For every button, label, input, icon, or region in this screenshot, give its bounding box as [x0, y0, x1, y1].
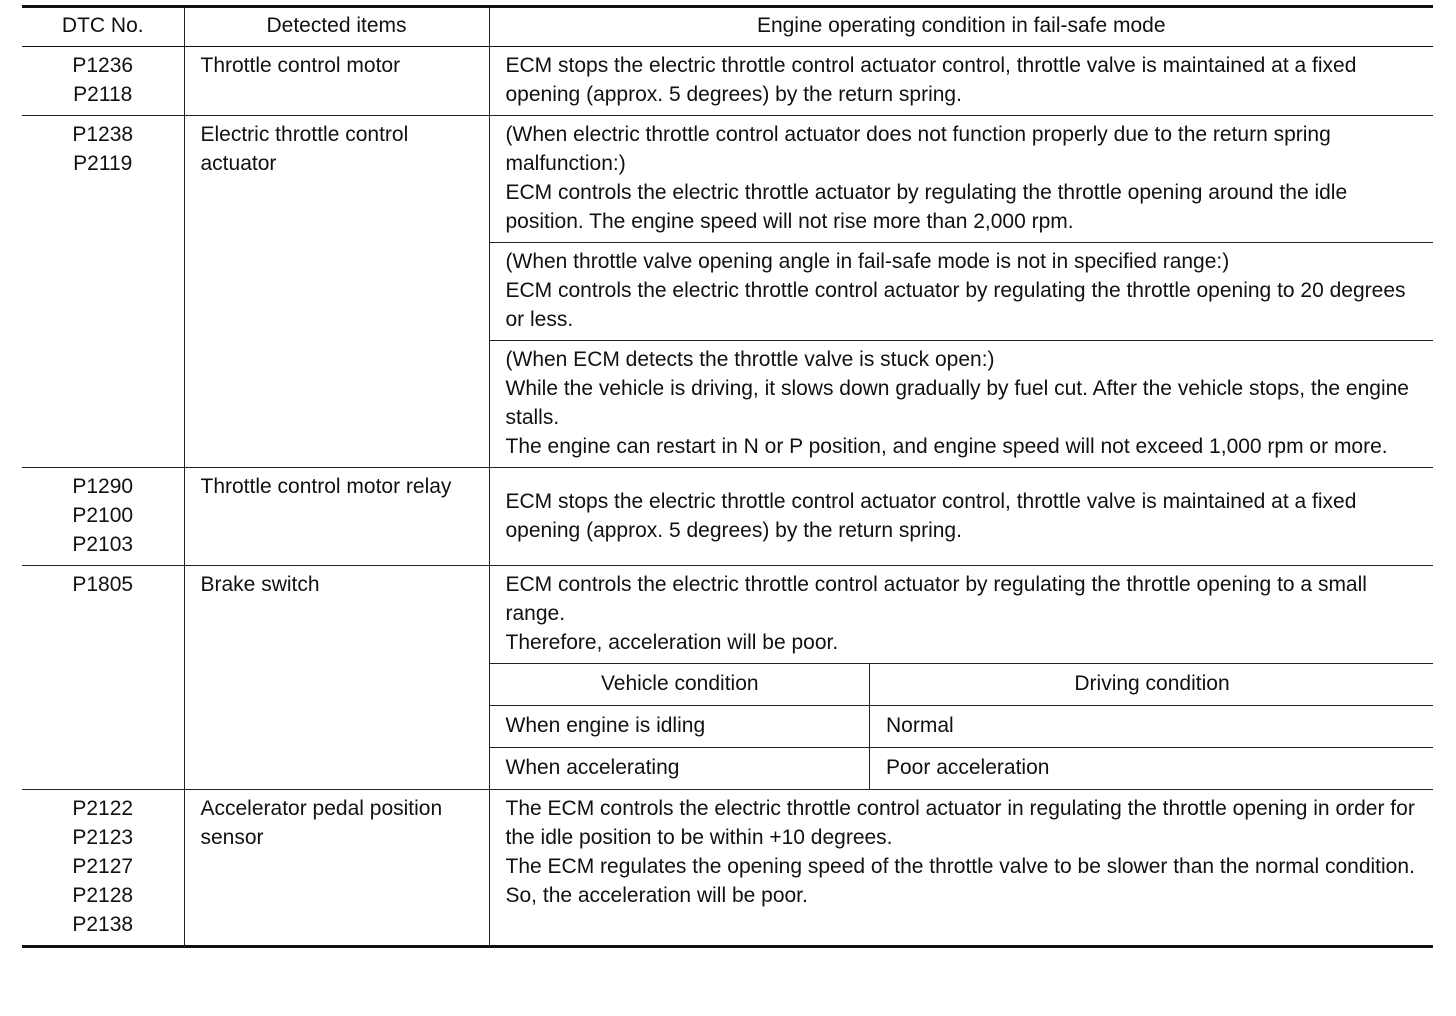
condition-text: The engine can restart in N or P position, and engine speed will not exceed 1,000 rpm or more. [505, 435, 1388, 458]
subtable-header-driving: Driving condition [870, 664, 1434, 706]
dtc-cell [22, 790, 184, 947]
condition-text: ECM stops the electric throttle control actuator control, throttle valve is maintained at a fixed opening (approx. 5 degrees) by the return spring. [505, 54, 1357, 106]
subtable-row [490, 748, 1434, 790]
table-row [22, 790, 1433, 947]
detected-item-cell: Electric throttle control actuator [184, 116, 489, 468]
failsafe-page [22, 5, 1433, 948]
dtc-code: P1290 [72, 475, 134, 498]
table-row [22, 468, 1433, 566]
detected-item-cell: Accelerator pedal position sensor [184, 790, 489, 947]
dtc-cell [22, 468, 184, 566]
dtc-code: P2127 [72, 855, 134, 878]
subtable-row [490, 706, 1434, 748]
table-row [22, 116, 1433, 243]
subtable-cell: Normal [870, 706, 1434, 748]
subtable-header-row [490, 664, 1434, 706]
condition-text: ECM controls the electric throttle control actuator by regulating the throttle opening to 20 degrees or less. [505, 279, 1406, 331]
condition-subtable-cell [489, 664, 1433, 790]
dtc-code: P2128 [72, 884, 134, 907]
subtable-cell: When accelerating [490, 748, 870, 790]
dtc-code: P2119 [73, 152, 133, 175]
header-row [22, 7, 1433, 47]
condition-cell [489, 47, 1433, 116]
condition-text: (When throttle valve opening angle in fail-safe mode is not in specified range:) [505, 250, 1230, 273]
dtc-code: P2118 [73, 83, 133, 106]
dtc-cell [22, 116, 184, 468]
condition-text: ECM stops the electric throttle control actuator control, throttle valve is maintained at a fixed opening (approx. 5 degrees) by the return spring. [505, 489, 1357, 542]
dtc-cell [22, 47, 184, 116]
condition-text: Therefore, acceleration will be poor. [505, 631, 839, 654]
condition-text: The ECM controls the electric throttle control actuator in regulating the throttle opening in order for the idle position to be within +10 degrees. [505, 797, 1415, 849]
dtc-code: P1238 [72, 123, 134, 146]
failsafe-table [22, 5, 1433, 948]
condition-cell [489, 468, 1433, 566]
table-row [22, 566, 1433, 664]
dtc-code: P2103 [72, 533, 134, 556]
dtc-code: P2138 [72, 913, 134, 936]
condition-text: (When ECM detects the throttle valve is stuck open:) [505, 348, 995, 371]
detected-item-cell: Throttle control motor [184, 47, 489, 116]
dtc-code: P1236 [72, 54, 134, 77]
dtc-code: P2123 [72, 826, 134, 849]
dtc-code: P1805 [72, 573, 134, 596]
condition-text: While the vehicle is driving, it slows down gradually by fuel cut. After the vehicle stops, the engine stalls. [505, 377, 1409, 429]
condition-cell [489, 790, 1433, 947]
table-row [22, 47, 1433, 116]
condition-text: The ECM regulates the opening speed of the throttle valve to be slower than the normal condition. [505, 855, 1415, 878]
dtc-code: P2122 [72, 797, 134, 820]
header-detected-items: Detected items [184, 7, 489, 47]
condition-text: So, the acceleration will be poor. [505, 884, 808, 907]
dtc-cell [22, 566, 184, 790]
condition-cell [489, 116, 1433, 243]
condition-text: (When electric throttle control actuator does not function properly due to the return spring malfunction:) [505, 123, 1331, 175]
condition-cell [489, 566, 1433, 664]
header-dtc: DTC No. [22, 7, 184, 47]
condition-cell [489, 341, 1433, 468]
subtable-cell: Poor acceleration [870, 748, 1434, 790]
detected-item-cell: Throttle control motor relay [184, 468, 489, 566]
condition-cell [489, 243, 1433, 341]
condition-text: ECM controls the electric throttle actuator by regulating the throttle opening around the idle position. The engine speed will not rise more than 2,000 rpm. [505, 181, 1348, 233]
dtc-code: P2100 [72, 504, 134, 527]
header-engine-condition: Engine operating condition in fail-safe mode [489, 7, 1433, 47]
brake-condition-subtable [490, 664, 1434, 789]
condition-text: ECM controls the electric throttle control actuator by regulating the throttle opening to a small range. [505, 573, 1367, 625]
detected-item-cell: Brake switch [184, 566, 489, 790]
subtable-cell: When engine is idling [490, 706, 870, 748]
subtable-header-vehicle: Vehicle condition [490, 664, 870, 706]
